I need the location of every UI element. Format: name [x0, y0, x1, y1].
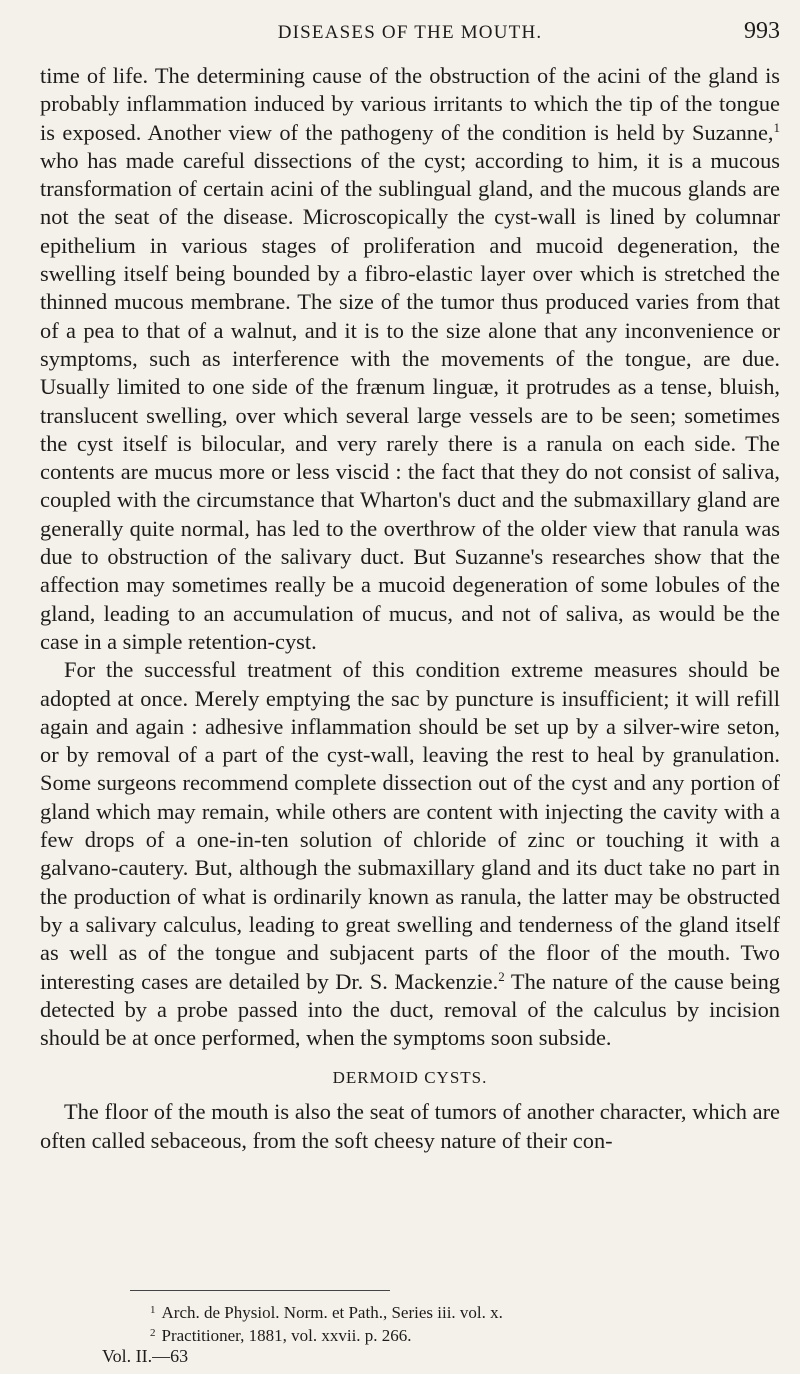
footnote-text: Arch. de Physiol. Norm. et Path., Series iii. vol. x. — [161, 1303, 503, 1322]
paragraph-ranula-treatment — [40, 656, 780, 1052]
footnote-text: Practitioner, 1881, vol. xxvii. p. 266. — [161, 1326, 412, 1345]
volume-signature: Vol. II.—63 — [102, 1346, 189, 1366]
footnote-rule — [130, 1290, 390, 1291]
text-run: who has made careful dissections of the cyst; according to him, it is a mucous transformation of certain acini of the sublingual gland, and the mucous glands are not the seat of the disease. Microscopically the cyst-wall is lined by columnar epithelium in various stages of proliferation and mucoid degeneration, the swelling itself being bounded by a fibro-elastic layer over which is stretched the thinned mucous membrane. The size of the tumor thus produced varies from that of a pea to that of a walnut, and it is to the size alone that any inconvenience or symptoms, such as interference with the movements of the tongue, are due. Usually limited to one side of the frænum linguæ, it protrudes as a tense, bluish, translucent swelling, over which several large vessels are to be seen; sometimes the cyst itself is bilocular, and very rarely there is a ranula on each side. The contents are mucus more or less viscid : the fact that they do not consist of saliva, coupled with the circumstance that Wharton's duct and the submaxillary gland are generally quite normal, has led to the overthrow of the older view that ranula was due to obstruction of the salivary duct. But Suzanne's researches show that the affection may sometimes really be a mucoid degeneration of some lobules of the gland, leading to an accumulation of mucus, and not of saliva, as would be the case in a simple retention-cyst. — [40, 147, 780, 654]
running-head: DISEASES OF THE MOUTH. — [277, 22, 543, 43]
footnotes — [40, 1300, 780, 1366]
footnote-ref-2: 2 — [498, 968, 505, 984]
footnote-mark: 1 — [150, 1304, 156, 1316]
page-number: 993 — [744, 18, 780, 44]
paragraph-ranula-pathogeny — [40, 62, 780, 656]
footnote-ref-1: 1 — [773, 119, 780, 135]
page-header — [40, 18, 780, 48]
footnote-mark: 2 — [150, 1327, 156, 1339]
text-run: time of life. The determining cause of the obstruction of the acini of the gland is probably inflammation induced by various irritants to which the tip of the tongue is exposed. Another view of the pathogeny of the condition is held by Suzanne, — [40, 63, 780, 145]
footnote-2 — [150, 1323, 780, 1346]
body-text — [40, 62, 780, 1155]
text-run: The nature of the cause being detected by a probe passed into the duct, removal of the calculus by incision should be at once performed, when the symptoms soon subside. — [40, 968, 780, 1051]
section-heading: DERMOID CYSTS. — [332, 1068, 488, 1088]
paragraph-dermoid-cysts: The floor of the mouth is also the seat of tumors of another character, which are often called sebaceous, from the soft cheesy nature of their con- — [40, 1099, 780, 1153]
text-run: For the successful treatment of this condition extreme measures should be adopted at once. Merely emptying the sac by puncture is insufficient; it will refill again and again : adhesive inflammation should be set up by a silver-wire seton, or by removal of a part of the cyst-wall, leaving the rest to heal by granulation. Some surgeons recommend complete dissection out of the cyst and any portion of gland which may remain, while others are content with injecting the cavity with a few drops of a one-in-ten solution of chloride of zinc or touching it with a galvano-cautery. But, although the submaxillary gland and its duct take no part in the production of what is ordinarily known as ranula, the latter may be obstructed by a salivary calculus, leading to great swelling and tenderness of the gland itself as well as of the tongue and subjacent parts of the floor of the mouth. Two interesting cases are detailed by Dr. S. Mackenzie. — [40, 657, 780, 994]
footnote-1 — [150, 1300, 780, 1323]
